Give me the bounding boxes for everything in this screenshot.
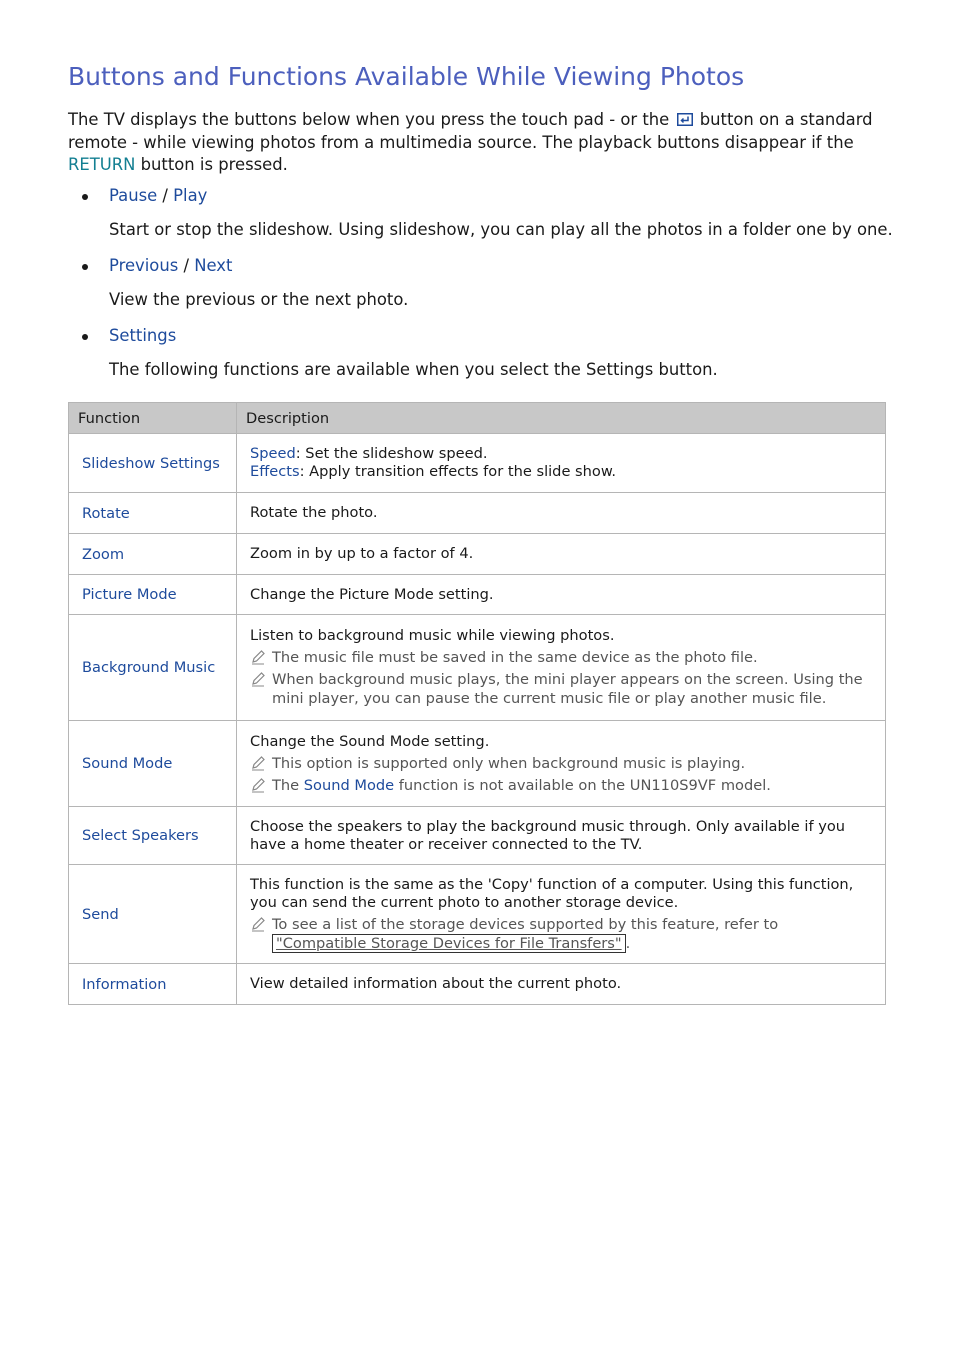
return-button-label: RETURN xyxy=(68,155,136,174)
note xyxy=(250,754,873,773)
function-description xyxy=(237,721,886,807)
note xyxy=(250,776,873,795)
table-row xyxy=(69,493,886,534)
effects-label: Effects xyxy=(250,463,300,480)
description-text: This function is the same as the 'Copy' function of a computer. Using this function, you can send the current photo to another storage device. xyxy=(250,875,854,911)
pencil-icon xyxy=(250,755,266,771)
note-text: The music file must be saved in the same device as the photo file. xyxy=(272,649,758,666)
speed-text: : Set the slideshow speed. xyxy=(295,445,488,462)
function-name: Send xyxy=(69,865,237,964)
table-row xyxy=(69,575,886,615)
settings-label: Settings xyxy=(109,326,177,345)
function-description xyxy=(237,615,886,721)
bullet-dot xyxy=(82,264,88,270)
page-title: Buttons and Functions Available While Viewing Photos xyxy=(68,62,745,91)
header-description: Description xyxy=(237,403,886,434)
intro-text-2: button on a standard remote - while viewing photos from a multimedia source. The playback buttons disappear if the xyxy=(68,110,873,152)
note-text: This option is supported only when background music is playing. xyxy=(272,754,746,772)
table-row xyxy=(69,807,886,865)
note xyxy=(250,670,873,708)
heading-separator: / xyxy=(157,186,174,205)
function-description xyxy=(237,434,886,493)
table-header-row xyxy=(69,403,886,434)
table-row xyxy=(69,865,886,964)
next-label: Next xyxy=(194,256,233,275)
function-name: Picture Mode xyxy=(69,575,237,615)
header-function: Function xyxy=(69,403,237,434)
function-name: Zoom xyxy=(69,534,237,575)
function-name: Rotate xyxy=(69,493,237,534)
intro-text-3: button is pressed. xyxy=(140,155,288,174)
function-description: View detailed information about the current photo. xyxy=(237,964,886,1005)
description-text: Listen to background music while viewing photos. xyxy=(250,627,615,644)
pencil-icon xyxy=(250,649,266,665)
speed-label: Speed xyxy=(250,445,296,462)
function-description: Choose the speakers to play the background music through. Only available if you have a home theater or receiver connected to the TV. xyxy=(237,807,886,865)
description-text: Change the Sound Mode setting. xyxy=(250,732,490,750)
table-row xyxy=(69,434,886,493)
sound-mode-link: Sound Mode xyxy=(303,776,395,794)
table-row xyxy=(69,534,886,575)
previous-label: Previous xyxy=(109,256,179,275)
pause-label: Pause xyxy=(109,186,158,205)
function-name: Select Speakers xyxy=(69,807,237,865)
bullet-description: Start or stop the slideshow. Using slideshow, you can play all the photos in a folder one by one. xyxy=(109,220,893,239)
note-text-end: . xyxy=(625,934,631,952)
note-text-start: The xyxy=(272,776,300,794)
intro-text-1: The TV displays the buttons below when you press the touch pad - or the xyxy=(68,110,670,129)
bullet-dot xyxy=(82,194,88,200)
bullet-heading xyxy=(109,186,207,205)
function-name: Slideshow Settings xyxy=(69,434,237,493)
table-row xyxy=(69,721,886,807)
table-row xyxy=(69,615,886,721)
pencil-icon xyxy=(250,671,266,687)
functions-table xyxy=(68,402,886,1005)
function-name: Sound Mode xyxy=(69,721,237,807)
intro-paragraph xyxy=(68,109,886,177)
function-description: Rotate the photo. xyxy=(237,493,886,534)
play-label: Play xyxy=(173,186,208,205)
table-row xyxy=(69,964,886,1005)
note-text: To see a list of the storage devices supported by this feature, refer to xyxy=(272,915,779,933)
bullet-heading xyxy=(109,326,176,345)
pencil-icon xyxy=(250,777,266,793)
storage-devices-link[interactable]: "Compatible Storage Devices for File Transfers" xyxy=(272,934,626,953)
note xyxy=(250,648,873,667)
function-name: Background Music xyxy=(69,615,237,721)
bullet-description: The following functions are available when you select the Settings button. xyxy=(109,360,718,379)
note-text: When background music plays, the mini player appears on the screen. Using the mini player, you can pause the current music file or play another music file. xyxy=(272,671,863,707)
note xyxy=(250,915,873,953)
bullet-dot xyxy=(82,334,88,340)
pencil-icon xyxy=(250,916,266,932)
effects-text: : Apply transition effects for the slide show. xyxy=(299,463,617,480)
function-description xyxy=(237,865,886,964)
function-description: Change the Picture Mode setting. xyxy=(237,575,886,615)
function-name: Information xyxy=(69,964,237,1005)
heading-separator: / xyxy=(178,256,195,275)
bullet-description: View the previous or the next photo. xyxy=(109,290,409,309)
bullet-heading xyxy=(109,256,232,275)
enter-icon xyxy=(677,113,693,126)
note-text-end: function is not available on the UN110S9VF model. xyxy=(398,776,771,794)
function-description: Zoom in by up to a factor of 4. xyxy=(237,534,886,575)
